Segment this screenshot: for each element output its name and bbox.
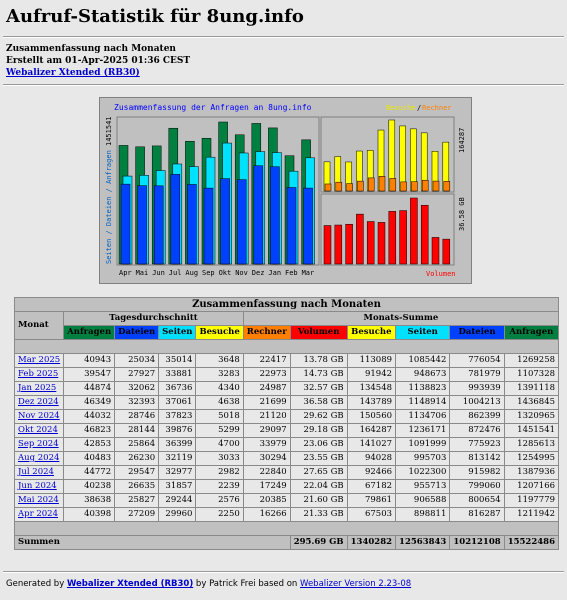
table-cell: 28746	[115, 410, 159, 424]
rechner-bar	[401, 182, 407, 191]
table-row	[15, 424, 559, 438]
table-cell: 25864	[115, 438, 159, 452]
header-monat: Monat	[15, 312, 64, 340]
table-cell: 1236171	[396, 424, 450, 438]
table-cell: 21120	[243, 410, 290, 424]
dateien-bar	[270, 167, 279, 264]
table-cell: 21.60 GB	[290, 494, 347, 508]
left-axis-label: Seiten / Dateien / Anfragen	[105, 150, 113, 264]
table-cell: 1148914	[396, 396, 450, 410]
footer-webalizer-link[interactable]: Webalizer Xtended (RB30)	[66, 579, 194, 589]
month-link[interactable]: Okt 2024	[18, 425, 58, 435]
rechner-bar	[368, 178, 374, 191]
table-cell: 29547	[115, 466, 159, 480]
table-cell: 30294	[243, 452, 290, 466]
table-cell: 14.73 GB	[290, 368, 347, 382]
table-row	[15, 410, 559, 424]
table-cell: 872476	[450, 424, 504, 438]
dateien-bar	[204, 188, 213, 264]
table-cell: 1391118	[504, 382, 558, 396]
rechner-bar	[433, 181, 439, 191]
totals-cell: 15522486	[504, 536, 558, 550]
table-row	[15, 494, 559, 508]
table-cell: 40483	[64, 452, 115, 466]
dateien-bar	[138, 186, 147, 264]
table-cell: 29.18 GB	[290, 424, 347, 438]
rechner-bar	[411, 182, 417, 191]
volume-max-label: 36.58 GB	[458, 197, 466, 231]
table-cell: 32062	[115, 382, 159, 396]
rechner-bar	[422, 180, 428, 191]
usage-graph-svg	[100, 98, 471, 283]
table-cell: 799060	[450, 480, 504, 494]
dateien-bar	[254, 166, 263, 264]
header-monthly-total: Monats-Summe	[243, 312, 558, 326]
table-cell: 1085442	[396, 354, 450, 368]
volumen-bar	[367, 222, 374, 264]
table-cell: 1211942	[504, 508, 558, 522]
dateien-bar	[287, 188, 296, 264]
table-cell: 44032	[64, 410, 115, 424]
month-link[interactable]: Mar 2025	[18, 355, 61, 365]
table-cell: 35014	[159, 354, 196, 368]
rechner-bar	[444, 181, 450, 191]
table-cell: 1091999	[396, 438, 450, 452]
usage-graph	[99, 97, 472, 284]
table-row	[15, 396, 559, 410]
volume-label: Volumen	[426, 270, 456, 278]
month-axis-label: Jan	[268, 269, 282, 277]
rechner-bar	[325, 184, 331, 191]
table-cell: 5018	[196, 410, 243, 424]
table-cell: 1387936	[504, 466, 558, 480]
table-cell: 143789	[347, 396, 395, 410]
dateien-bar	[154, 186, 163, 264]
table-cell: 39547	[64, 368, 115, 382]
footer-generated-by: Generated by	[6, 579, 67, 589]
table-cell: 27.65 GB	[290, 466, 347, 480]
dateien-bar	[237, 180, 246, 264]
volumen-bar	[356, 214, 363, 264]
table-cell: 27927	[115, 368, 159, 382]
dateien-bar	[221, 179, 230, 264]
header-total-volumen: Volumen	[290, 326, 347, 340]
table-cell: 3648	[196, 354, 243, 368]
rechner-bar	[379, 176, 385, 191]
month-cell	[15, 410, 64, 424]
table-row	[15, 480, 559, 494]
month-link[interactable]: Feb 2025	[18, 369, 59, 379]
table-cell: 134548	[347, 382, 395, 396]
month-link[interactable]: Nov 2024	[18, 411, 60, 421]
table-cell: 26635	[115, 480, 159, 494]
month-link[interactable]: Dez 2024	[18, 397, 59, 407]
table-cell: 29960	[159, 508, 196, 522]
table-cell: 2239	[196, 480, 243, 494]
table-cell: 94028	[347, 452, 395, 466]
table-cell: 32119	[159, 452, 196, 466]
volumen-bar	[443, 239, 450, 264]
table-cell: 32393	[115, 396, 159, 410]
volumen-bar	[432, 237, 439, 264]
table-cell: 36.58 GB	[290, 396, 347, 410]
table-cell: 29244	[159, 494, 196, 508]
footer	[6, 579, 411, 589]
table-cell: 862399	[450, 410, 504, 424]
month-axis-label: Okt	[218, 269, 232, 277]
rechner-bar	[347, 184, 353, 191]
table-cell: 898811	[396, 508, 450, 522]
month-cell	[15, 368, 64, 382]
rechner-bar	[390, 178, 396, 191]
table-cell: 39876	[159, 424, 196, 438]
table-cell: 1269258	[504, 354, 558, 368]
table-cell: 22973	[243, 368, 290, 382]
header-daily-seiten: Seiten	[159, 326, 196, 340]
table-cell: 948673	[396, 368, 450, 382]
table-cell: 2250	[196, 508, 243, 522]
totals-cell: 10212108	[450, 536, 504, 550]
table-cell: 92466	[347, 466, 395, 480]
table-cell: 26230	[115, 452, 159, 466]
table-cell: 2982	[196, 466, 243, 480]
table-cell: 995703	[396, 452, 450, 466]
table-cell: 79861	[347, 494, 395, 508]
table-cell: 1197779	[504, 494, 558, 508]
header-daily-besuche: Besuche	[196, 326, 243, 340]
table-cell: 29097	[243, 424, 290, 438]
table-cell: 141027	[347, 438, 395, 452]
header-total-rechner: Rechner	[243, 326, 290, 340]
table-cell: 915982	[450, 466, 504, 480]
table-cell: 36399	[159, 438, 196, 452]
table-cell: 150560	[347, 410, 395, 424]
table-cell: 955713	[396, 480, 450, 494]
table-cell: 31857	[159, 480, 196, 494]
table-cell: 1320965	[504, 410, 558, 424]
month-link[interactable]: Apr 2024	[18, 509, 58, 519]
table-cell: 67503	[347, 508, 395, 522]
table-cell: 1138823	[396, 382, 450, 396]
month-link[interactable]: Sep 2024	[18, 439, 59, 449]
table-cell: 27209	[115, 508, 159, 522]
month-axis-label: Jun	[152, 269, 165, 277]
table-cell: 775923	[450, 438, 504, 452]
table-cell: 1022300	[396, 466, 450, 480]
table-cell: 67182	[347, 480, 395, 494]
header-daily-anfragen: Anfragen	[64, 326, 115, 340]
footer-version-link[interactable]: Webalizer Version 2.23-08	[300, 579, 412, 589]
month-axis-label: Apr	[119, 269, 132, 277]
legend-hosts: Rechner	[422, 104, 452, 112]
table-title: Zusammenfassung nach Monaten	[15, 298, 559, 312]
table-row	[15, 368, 559, 382]
table-cell: 3283	[196, 368, 243, 382]
table-cell: 23.06 GB	[290, 438, 347, 452]
table-cell: 24987	[243, 382, 290, 396]
volumen-bar	[346, 224, 353, 264]
table-row	[15, 382, 559, 396]
table-cell: 2576	[196, 494, 243, 508]
volumen-bar	[400, 211, 407, 264]
graph-title: Zusammenfassung der Anfragen an 8ung.info	[114, 103, 312, 112]
left-max-label: 1451541	[105, 116, 113, 146]
table-cell: 1254995	[504, 452, 558, 466]
table-row	[15, 354, 559, 368]
table-cell: 164287	[347, 424, 395, 438]
table-cell: 781979	[450, 368, 504, 382]
month-cell	[15, 508, 64, 522]
table-cell: 25827	[115, 494, 159, 508]
table-cell: 1285613	[504, 438, 558, 452]
table-cell: 17249	[243, 480, 290, 494]
table-cell: 5299	[196, 424, 243, 438]
month-link[interactable]: Mai 2024	[18, 495, 59, 505]
header-total-besuche: Besuche	[347, 326, 395, 340]
month-cell	[15, 424, 64, 438]
table-cell: 33881	[159, 368, 196, 382]
month-axis-label: Jul	[168, 269, 182, 277]
volumen-bar	[378, 222, 385, 264]
table-cell: 3033	[196, 452, 243, 466]
table-row	[15, 438, 559, 452]
table-cell: 28144	[115, 424, 159, 438]
table-row	[15, 466, 559, 480]
table-cell: 37061	[159, 396, 196, 410]
table-cell: 22417	[243, 354, 290, 368]
month-link[interactable]: Jan 2025	[18, 383, 57, 393]
table-cell: 4700	[196, 438, 243, 452]
rechner-bar	[357, 181, 363, 191]
table-cell: 4340	[196, 382, 243, 396]
month-axis-label: Sep	[202, 269, 215, 277]
month-cell	[15, 452, 64, 466]
table-cell: 21699	[243, 396, 290, 410]
monthly-summary-table	[14, 297, 559, 550]
month-cell	[15, 480, 64, 494]
table-cell: 993939	[450, 382, 504, 396]
month-axis-label: Feb	[285, 269, 298, 277]
table-cell: 776054	[450, 354, 504, 368]
divider-mid	[3, 84, 564, 86]
table-cell: 22840	[243, 466, 290, 480]
month-axis-label: Mai	[135, 269, 149, 277]
month-link[interactable]: Jun 2024	[18, 481, 57, 491]
table-cell: 1451541	[504, 424, 558, 438]
header-daily-dateien: Dateien	[115, 326, 159, 340]
table-cell: 906588	[396, 494, 450, 508]
totals-cell: 1340282	[347, 536, 395, 550]
table-cell: 33979	[243, 438, 290, 452]
rechner-bar	[336, 182, 342, 191]
table-cell: 813142	[450, 452, 504, 466]
header-total-seiten: Seiten	[396, 326, 450, 340]
volumen-bar	[389, 211, 396, 264]
summary-label: Zusammenfassung nach Monaten	[6, 44, 176, 54]
month-axis-label: Nov	[235, 269, 248, 277]
divider-top	[3, 36, 564, 38]
table-cell: 16266	[243, 508, 290, 522]
table-cell: 91942	[347, 368, 395, 382]
webalizer-link[interactable]: Webalizer Xtended (RB30)	[6, 68, 140, 78]
table-cell: 40398	[64, 508, 115, 522]
table-cell: 4638	[196, 396, 243, 410]
header-total-dateien: Dateien	[450, 326, 504, 340]
table-cell: 113089	[347, 354, 395, 368]
table-cell: 29.62 GB	[290, 410, 347, 424]
table-cell: 22.04 GB	[290, 480, 347, 494]
volumen-bar	[410, 198, 417, 264]
dateien-bar	[121, 184, 130, 264]
table-cell: 42853	[64, 438, 115, 452]
table-cell: 46823	[64, 424, 115, 438]
totals-cell: 295.69 GB	[290, 536, 347, 550]
legend-visits: Besuche	[386, 104, 416, 112]
header-total-anfragen: Anfragen	[504, 326, 558, 340]
dateien-bar	[187, 184, 196, 264]
month-cell	[15, 466, 64, 480]
created-timestamp: Erstellt am 01-Apr-2025 01:36 CEST	[6, 56, 191, 66]
table-cell: 40943	[64, 354, 115, 368]
table-cell: 40238	[64, 480, 115, 494]
besuche-bar	[400, 126, 406, 191]
table-cell: 25034	[115, 354, 159, 368]
table-row	[15, 508, 559, 522]
footer-mid: by Patrick Frei based on	[193, 579, 301, 589]
divider-bottom	[3, 571, 564, 573]
table-cell: 13.78 GB	[290, 354, 347, 368]
table-cell: 46349	[64, 396, 115, 410]
table-cell: 20385	[243, 494, 290, 508]
table-cell: 38638	[64, 494, 115, 508]
table-cell: 1207166	[504, 480, 558, 494]
volumen-bar	[421, 205, 428, 264]
table-cell: 23.55 GB	[290, 452, 347, 466]
page-title: Aufruf-Statistik für 8ung.info	[6, 6, 304, 27]
month-cell	[15, 494, 64, 508]
month-link[interactable]: Jul 2024	[18, 467, 54, 477]
month-axis-label: Mar	[301, 269, 315, 277]
dateien-bar	[171, 174, 180, 264]
month-cell	[15, 354, 64, 368]
table-cell: 21.33 GB	[290, 508, 347, 522]
legend-sep: /	[417, 104, 422, 112]
month-cell	[15, 438, 64, 452]
totals-row	[15, 536, 559, 550]
dateien-bar	[304, 188, 313, 264]
month-axis-label: Dez	[251, 269, 265, 277]
volumen-bar	[335, 225, 342, 264]
header-daily-average: Tagesdurchschnitt	[64, 312, 244, 326]
table-cell: 1134706	[396, 410, 450, 424]
table-cell: 44772	[64, 466, 115, 480]
table-cell: 1107328	[504, 368, 558, 382]
table-cell: 800654	[450, 494, 504, 508]
totals-cell: 12563843	[396, 536, 450, 550]
table-cell: 1436845	[504, 396, 558, 410]
table-cell: 1004213	[450, 396, 504, 410]
totals-label: Summen	[15, 536, 291, 550]
table-cell: 37823	[159, 410, 196, 424]
table-cell: 36736	[159, 382, 196, 396]
month-axis-label: Aug	[185, 269, 199, 277]
table-cell: 32977	[159, 466, 196, 480]
month-cell	[15, 396, 64, 410]
table-cell: 816287	[450, 508, 504, 522]
month-link[interactable]: Aug 2024	[18, 453, 60, 463]
volumen-bar	[324, 226, 331, 264]
table-row	[15, 452, 559, 466]
table-cell: 32.57 GB	[290, 382, 347, 396]
table-cell: 44874	[64, 382, 115, 396]
visits-max-label: 164287	[458, 127, 466, 153]
month-cell	[15, 382, 64, 396]
